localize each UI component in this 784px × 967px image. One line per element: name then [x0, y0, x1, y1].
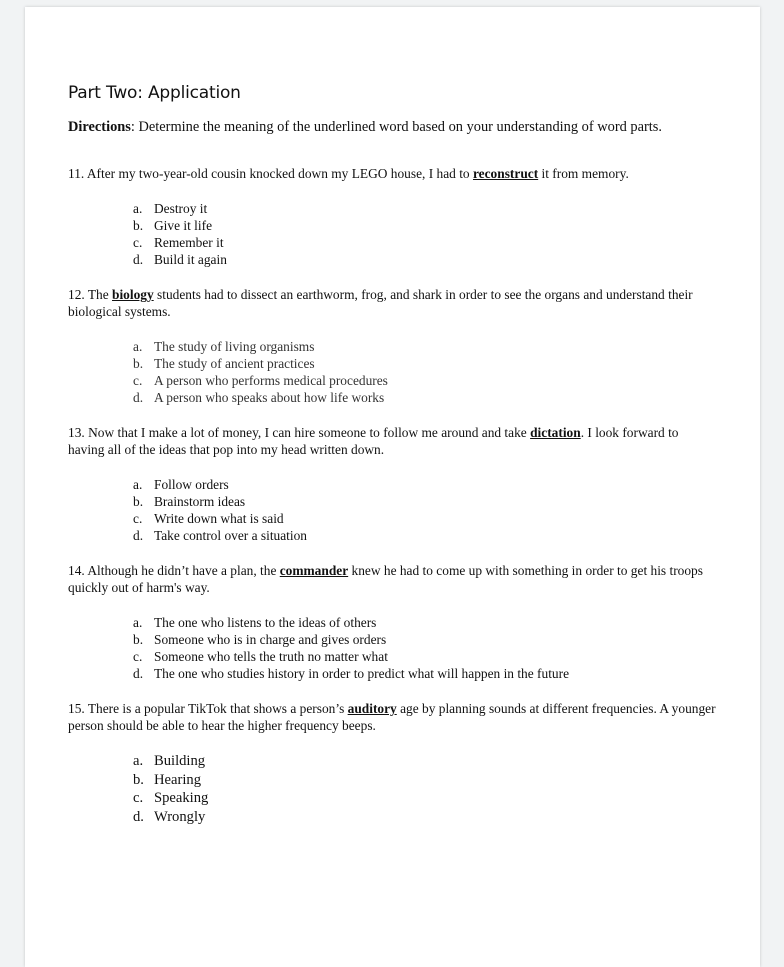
option-c: c. Remember it — [133, 235, 224, 250]
option-c: c. Someone who tells the truth no matter what — [133, 649, 388, 664]
document-page — [25, 7, 760, 967]
option-b: b. Brainstorm ideas — [133, 494, 246, 509]
question-12 — [68, 286, 718, 320]
question-13 — [68, 424, 718, 458]
underlined-word: auditory — [347, 701, 397, 716]
directions-paragraph — [68, 118, 718, 136]
options-14 — [133, 614, 569, 682]
question-text: it from memory. — [538, 166, 629, 181]
question-text: 12. The — [68, 287, 113, 302]
question-text: 15. There is a popular TikTok that shows a person’s — [68, 701, 348, 716]
directions-text: : Determine the meaning of the underlined word based on your understanding of word parts. — [130, 119, 663, 135]
option-d: d. Wrongly — [133, 809, 206, 826]
question-text: 11. After my two-year-old cousin knocked down my LEGO house, I had to — [68, 166, 473, 181]
options-13 — [133, 476, 307, 544]
option-a: a. The study of living organisms — [133, 339, 315, 354]
underlined-word: dictation — [530, 425, 581, 440]
option-d: d. Take control over a situation — [133, 528, 308, 543]
option-b: b. The study of ancient practices — [133, 356, 315, 371]
directions-label: Directions — [68, 119, 131, 135]
option-c: c. Write down what is said — [133, 511, 284, 526]
option-d: d. The one who studies history in order to predict what will happen in the future — [133, 666, 570, 681]
option-a: a. Follow orders — [133, 477, 229, 492]
option-c: c. Speaking — [133, 790, 209, 807]
option-a: a. Building — [133, 753, 206, 769]
option-a: a. The one who listens to the ideas of others — [133, 615, 377, 630]
option-b: b. Give it life — [133, 218, 213, 233]
question-text: . I look forward to having all of the ideas that pop into my head written down. — [68, 425, 679, 457]
question-11 — [68, 165, 718, 182]
question-text: 13. Now that I make a lot of money, I can hire someone to follow me around and take — [68, 425, 531, 440]
option-d: d. Build it again — [133, 252, 227, 267]
option-b: b. Someone who is in charge and gives orders — [133, 632, 387, 647]
question-text: knew he had to come up with something in order to get his troops quickly out of harm's way. — [68, 563, 703, 595]
options-12 — [133, 338, 388, 406]
question-text: age by planning sounds at different frequencies. A younger person should be able to hear the higher frequency beeps. — [68, 701, 716, 733]
option-b: b. Hearing — [133, 771, 202, 788]
question-text: 14. Although he didn’t have a plan, the — [68, 563, 280, 578]
underlined-word: biology — [112, 287, 154, 302]
options-11 — [133, 200, 227, 268]
question-14 — [68, 562, 718, 596]
option-c: c. A person who performs medical procedures — [133, 373, 388, 388]
section-heading: Part Two: Application — [68, 83, 241, 103]
option-d: d. A person who speaks about how life works — [133, 390, 385, 405]
question-text: students had to dissect an earthworm, frog, and shark in order to see the organs and understand their biological systems. — [68, 287, 693, 319]
underlined-word: reconstruct — [472, 166, 539, 181]
underlined-word: commander — [279, 563, 349, 578]
question-15 — [68, 700, 718, 734]
option-a: a. Destroy it — [133, 201, 208, 216]
options-15 — [133, 752, 208, 827]
